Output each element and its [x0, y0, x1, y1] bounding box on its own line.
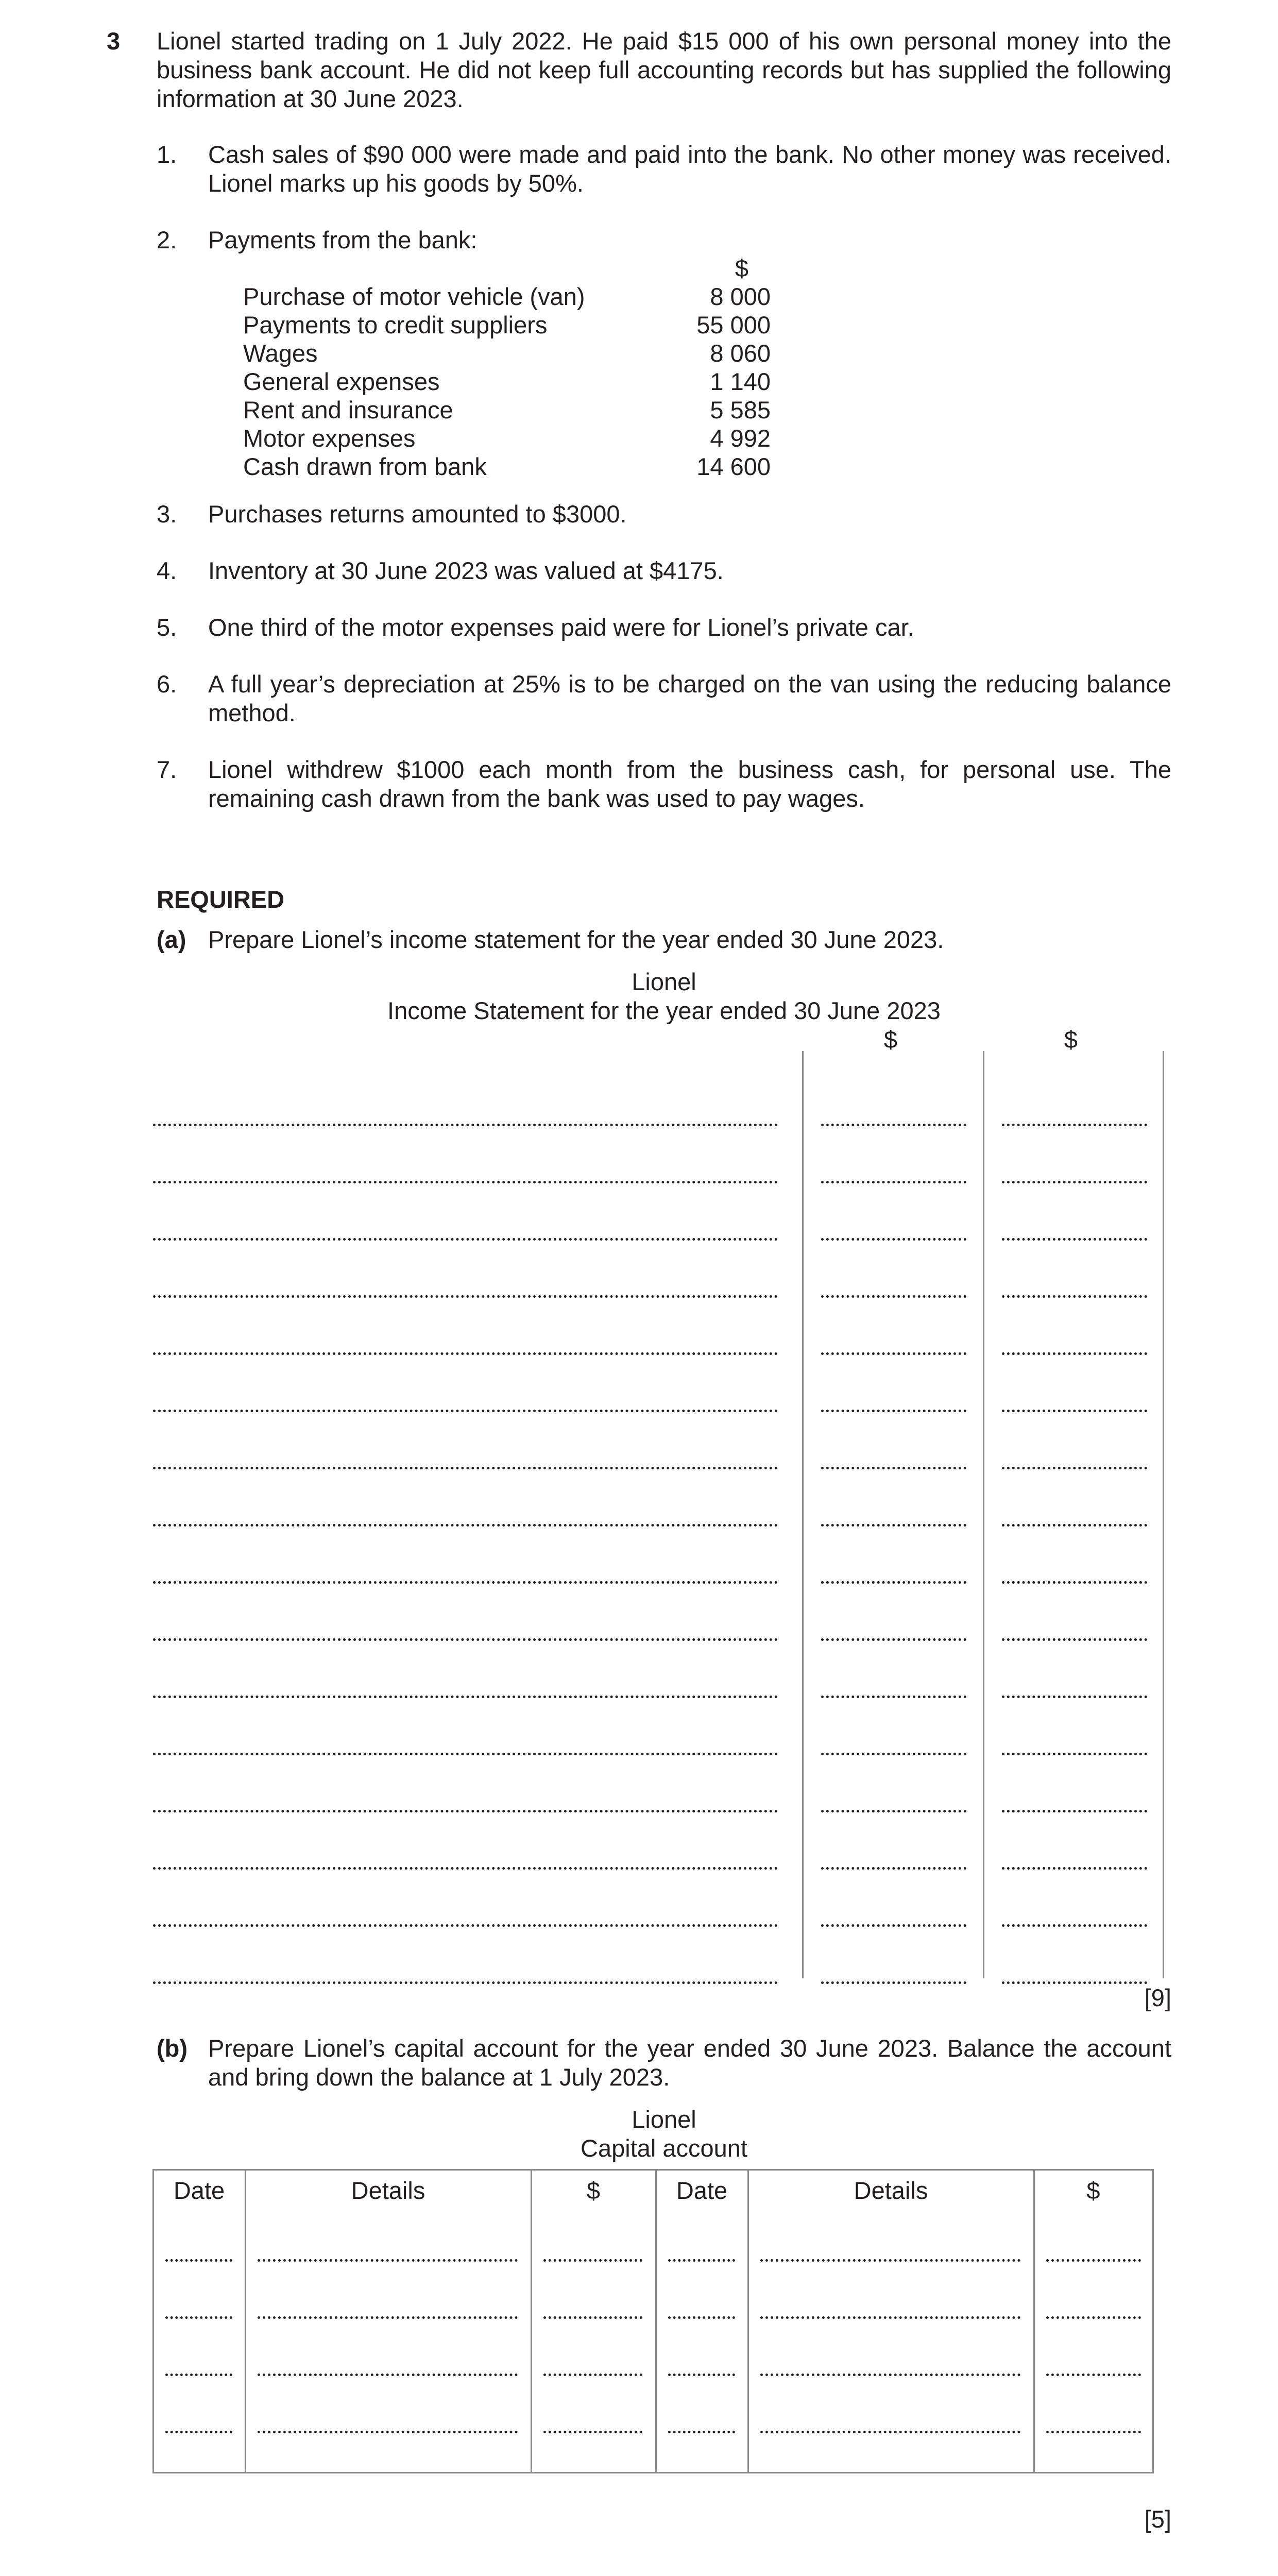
income-col1-header: $ [883, 1026, 898, 1053]
info-item-text: Inventory at 30 June 2023 was valued at $4175. [208, 557, 724, 584]
income-row-dots[interactable] [153, 1581, 778, 1584]
capital-date-dots[interactable] [165, 2431, 232, 2433]
info-item-number: 2. [157, 226, 177, 253]
capital-amount-dots[interactable] [1046, 2374, 1141, 2376]
income-col-rule [983, 1051, 984, 1978]
income-row-dots[interactable] [153, 1524, 778, 1527]
income-amount1-dots[interactable] [821, 1981, 966, 1984]
capital-date-dots[interactable] [165, 2374, 232, 2376]
income-amount1-dots[interactable] [821, 1410, 966, 1412]
income-amount1-dots[interactable] [821, 1238, 966, 1241]
income-statement-title: Lionel [632, 968, 696, 995]
info-item-text: Cash sales of $90 000 were made and paid into the bank. No other money was received. Lionel marks up his goods by 50%. [208, 141, 1171, 197]
income-amount1-dots[interactable] [821, 1638, 966, 1641]
part-b-label: (b) [157, 2035, 188, 2062]
income-statement-subtitle: Income Statement for the year ended 30 June 2023 [387, 997, 941, 1024]
income-amount1-dots[interactable] [821, 1810, 966, 1812]
capital-details-dots[interactable] [760, 2316, 1020, 2319]
payment-row [243, 282, 771, 311]
payment-label: Rent and insurance [243, 396, 453, 423]
capital-amount-dots[interactable] [1046, 2316, 1141, 2319]
payment-row [243, 452, 771, 481]
info-item-text: A full year’s depreciation at 25% is to be charged on the van using the reducing balance method. [208, 670, 1171, 726]
income-col-rule [1163, 1051, 1164, 1978]
income-row-dots[interactable] [153, 1352, 778, 1355]
capital-account-title: Lionel [632, 2106, 696, 2133]
income-amount1-dots[interactable] [821, 1181, 966, 1183]
income-amount1-dots[interactable] [821, 1696, 966, 1698]
capital-amount-dots[interactable] [543, 2316, 642, 2319]
capital-details-dots[interactable] [760, 2431, 1020, 2433]
payment-row [243, 396, 771, 424]
question-number: 3 [107, 27, 121, 55]
income-amount1-dots[interactable] [821, 1124, 966, 1126]
income-amount2-dots[interactable] [1002, 1924, 1147, 1927]
income-row-dots[interactable] [153, 1238, 778, 1241]
info-item-text: One third of the motor expenses paid were for Lionel’s private car. [208, 614, 914, 641]
table-border-right [1152, 2169, 1154, 2473]
capital-details-dots[interactable] [258, 2259, 518, 2262]
table-col-rule [1033, 2169, 1035, 2473]
payment-label: General expenses [243, 368, 440, 395]
income-amount2-dots[interactable] [1002, 1810, 1147, 1812]
part-a-text: Prepare Lionel’s income statement for the year ended 30 June 2023. [208, 926, 944, 953]
income-amount1-dots[interactable] [821, 1295, 966, 1298]
part-b-text: Prepare Lionel’s capital account for the year ended 30 June 2023. Balance the account and bring down the balance at 1 July 2023. [208, 2035, 1171, 2091]
capital-amount-dots[interactable] [543, 2374, 642, 2376]
income-amount2-dots[interactable] [1002, 1352, 1147, 1355]
col-header-details: Details [854, 2177, 928, 2204]
income-amount2-dots[interactable] [1002, 1410, 1147, 1412]
capital-amount-dots[interactable] [1046, 2259, 1141, 2262]
income-row-dots[interactable] [153, 1753, 778, 1755]
payment-amount: 14 600 [696, 453, 771, 480]
income-row-dots[interactable] [153, 1981, 778, 1984]
capital-date-dots[interactable] [668, 2259, 735, 2262]
col-header-date: Date [676, 2177, 728, 2204]
income-amount2-dots[interactable] [1002, 1981, 1147, 1984]
table-col-rule [245, 2169, 246, 2473]
capital-amount-dots[interactable] [543, 2259, 642, 2262]
info-item-text: Purchases returns amounted to $3000. [208, 500, 627, 528]
capital-details-dots[interactable] [760, 2374, 1020, 2376]
info-item-text: Payments from the bank: [208, 226, 478, 253]
payments-list [243, 282, 771, 481]
income-row-dots[interactable] [153, 1181, 778, 1183]
info-item-number: 6. [157, 670, 177, 698]
info-item-number: 4. [157, 557, 177, 584]
info-item-number: 7. [157, 756, 177, 783]
income-amount2-dots[interactable] [1002, 1753, 1147, 1755]
income-row-dots[interactable] [153, 1810, 778, 1812]
payment-label: Wages [243, 340, 318, 367]
payment-amount: 4 992 [710, 425, 771, 452]
capital-details-dots[interactable] [258, 2431, 518, 2433]
info-item-number: 1. [157, 141, 177, 168]
payment-label: Payments to credit suppliers [243, 311, 548, 338]
col-header-details: Details [351, 2177, 425, 2204]
col-header-amount: $ [1086, 2177, 1100, 2204]
part-a-label: (a) [157, 926, 186, 953]
income-amount1-dots[interactable] [821, 1867, 966, 1870]
info-item-number: 5. [157, 614, 177, 641]
capital-account-subtitle: Capital account [581, 2134, 747, 2162]
col-header-amount: $ [586, 2177, 601, 2204]
info-item-text: Lionel withdrew $1000 each month from the business cash, for personal use. The remaining cash drawn from the bank was used to pay wages. [208, 756, 1171, 812]
income-amount1-dots[interactable] [821, 1581, 966, 1584]
capital-amount-dots[interactable] [543, 2431, 642, 2433]
capital-date-dots[interactable] [668, 2431, 735, 2433]
income-amount2-dots[interactable] [1002, 1181, 1147, 1183]
payments-currency-header: $ [735, 255, 749, 282]
capital-amount-dots[interactable] [1046, 2431, 1141, 2433]
income-row-dots[interactable] [153, 1295, 778, 1298]
payment-row [243, 367, 771, 396]
income-amount1-dots[interactable] [821, 1524, 966, 1527]
payment-amount: 8 000 [710, 283, 771, 310]
table-border-top [152, 2169, 1154, 2171]
payment-row [243, 424, 771, 452]
table-border-left [152, 2169, 154, 2473]
col-header-date: Date [173, 2177, 225, 2204]
income-amount2-dots[interactable] [1002, 1696, 1147, 1698]
payment-amount: 8 060 [710, 340, 771, 367]
income-amount2-dots[interactable] [1002, 1581, 1147, 1584]
payment-row [243, 311, 771, 339]
income-col-rule [802, 1051, 804, 1978]
payment-row [243, 339, 771, 367]
income-amount1-dots[interactable] [821, 1753, 966, 1755]
income-row-dots[interactable] [153, 1867, 778, 1870]
table-border-bottom [152, 2472, 1154, 2473]
part-b-marks: [5] [1144, 2505, 1171, 2533]
income-row-dots[interactable] [153, 1638, 778, 1641]
info-item-number: 3. [157, 500, 177, 528]
required-heading: REQUIRED [157, 886, 285, 913]
income-amount2-dots[interactable] [1002, 1638, 1147, 1641]
income-row-dots[interactable] [153, 1124, 778, 1126]
question-intro: Lionel started trading on 1 July 2022. He paid $15 000 of his own personal money into the business bank account. He did not keep full accounting records but has supplied the following information at 30 June 2023. [157, 27, 1171, 112]
payment-label: Cash drawn from bank [243, 453, 487, 480]
income-col2-header: $ [1064, 1026, 1078, 1053]
capital-details-dots[interactable] [258, 2374, 518, 2376]
income-amount1-dots[interactable] [821, 1924, 966, 1927]
payment-amount: 5 585 [710, 396, 771, 423]
income-amount2-dots[interactable] [1002, 1238, 1147, 1241]
payment-amount: 55 000 [696, 311, 771, 338]
table-col-rule [531, 2169, 532, 2473]
income-row-dots[interactable] [153, 1924, 778, 1927]
table-col-rule [747, 2169, 749, 2473]
capital-date-dots[interactable] [668, 2316, 735, 2319]
income-amount2-dots[interactable] [1002, 1467, 1147, 1469]
capital-date-dots[interactable] [165, 2316, 232, 2319]
part-a-marks: [9] [1144, 1984, 1171, 2011]
income-amount1-dots[interactable] [821, 1467, 966, 1469]
income-row-dots[interactable] [153, 1696, 778, 1698]
income-amount2-dots[interactable] [1002, 1124, 1147, 1126]
income-amount2-dots[interactable] [1002, 1867, 1147, 1870]
income-amount2-dots[interactable] [1002, 1524, 1147, 1527]
payment-amount: 1 140 [710, 368, 771, 395]
capital-date-dots[interactable] [165, 2259, 232, 2262]
table-col-rule [655, 2169, 657, 2473]
capital-details-dots[interactable] [258, 2316, 518, 2319]
payment-label: Purchase of motor vehicle (van) [243, 283, 585, 310]
payment-label: Motor expenses [243, 425, 416, 452]
income-amount2-dots[interactable] [1002, 1295, 1147, 1298]
capital-details-dots[interactable] [760, 2259, 1020, 2262]
income-amount1-dots[interactable] [821, 1352, 966, 1355]
income-row-dots[interactable] [153, 1467, 778, 1469]
income-row-dots[interactable] [153, 1410, 778, 1412]
capital-date-dots[interactable] [668, 2374, 735, 2376]
